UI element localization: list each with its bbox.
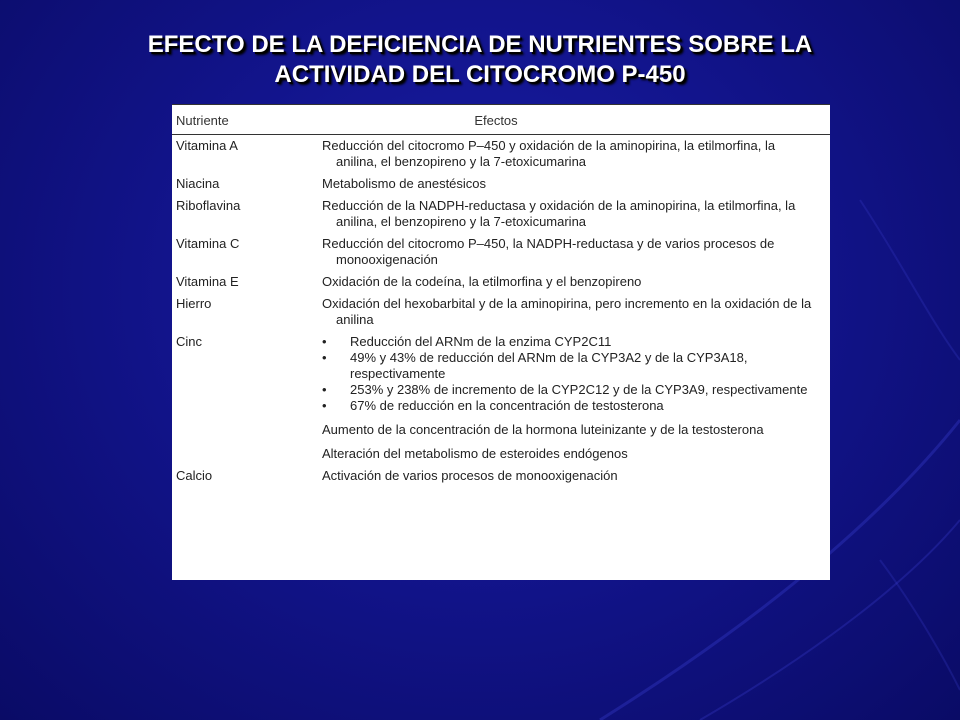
table-row (172, 233, 830, 271)
effects-cell (322, 195, 830, 233)
effect-bullet-item: • 67% de reducción en la concentración de testosterona (322, 398, 816, 414)
effect-text: Metabolismo de anestésicos (322, 176, 487, 191)
nutrient-cell: Vitamina A (176, 138, 238, 153)
effects-cell (322, 465, 830, 492)
nutrient-effects-table-panel (172, 104, 830, 580)
effects-cell (322, 173, 830, 195)
table-header-row (172, 105, 830, 135)
effect-text: Alteración del metabolismo de esteroides endógenos (322, 446, 628, 461)
effects-cell (322, 135, 830, 174)
effects-cell (322, 293, 830, 331)
nutrient-cell: Hierro (176, 296, 212, 311)
effect-bullet-item: • 49% y 43% de reducción del ARNm de la CYP3A2 y de la CYP3A18, respectivamente (322, 350, 816, 382)
title-line-2: ACTIVIDAD DEL CITOCROMO P-450 (274, 61, 686, 88)
effect-text: Aumento de la concentración de la hormona luteinizante y de la testosterona (322, 422, 764, 437)
table-row (172, 135, 830, 174)
effects-cell (322, 271, 830, 293)
nutrient-cell: Vitamina E (176, 274, 239, 289)
effect-bullet-item: • Reducción del ARNm de la enzima CYP2C11 (322, 334, 816, 350)
effect-text: Reducción del citocromo P–450, la NADPH-reductasa y de varios procesos de monooxigenación (322, 236, 775, 267)
table-row (172, 271, 830, 293)
effects-cell (322, 331, 830, 465)
effect-text: Oxidación de la codeína, la etilmorfina y el benzopireno (322, 274, 642, 289)
nutrient-cell: Cinc (176, 334, 203, 349)
effect-text: Reducción del citocromo P–450 y oxidación de la aminopirina, la etilmorfina, la anilina, el benzopireno y la 7-etoxicumarina (322, 138, 776, 169)
effect-text: Reducción de la NADPH-reductasa y oxidación de la aminopirina, la etilmorfina, la anilina, el benzopireno y la 7-etoxicumarina (322, 198, 796, 229)
effect-bullet-list (322, 334, 816, 414)
nutrient-effects-table (172, 104, 830, 492)
table-row (172, 293, 830, 331)
nutrient-cell: Vitamina C (176, 236, 240, 251)
nutrient-cell: Niacina (176, 176, 220, 191)
table-row (172, 331, 830, 465)
effect-text: Oxidación del hexobarbital y de la aminopirina, pero incremento en la oxidación de la anilina (322, 296, 812, 327)
table-body (172, 135, 830, 493)
header-nutrient: Nutriente (172, 105, 322, 135)
table-row (172, 195, 830, 233)
effect-text: Activación de varios procesos de monooxigenación (322, 468, 618, 483)
effect-bullet-item: • 253% y 238% de incremento de la CYP2C12 y de la CYP3A9, respectivamente (322, 382, 816, 398)
table-row (172, 465, 830, 492)
table-row (172, 173, 830, 195)
header-effects: Efectos (322, 105, 830, 135)
nutrient-cell: Riboflavina (176, 198, 241, 213)
slide-title (40, 30, 920, 90)
title-line-1: EFECTO DE LA DEFICIENCIA DE NUTRIENTES SOBRE LA (147, 31, 813, 58)
effects-cell (322, 233, 830, 271)
nutrient-cell: Calcio (176, 468, 213, 483)
